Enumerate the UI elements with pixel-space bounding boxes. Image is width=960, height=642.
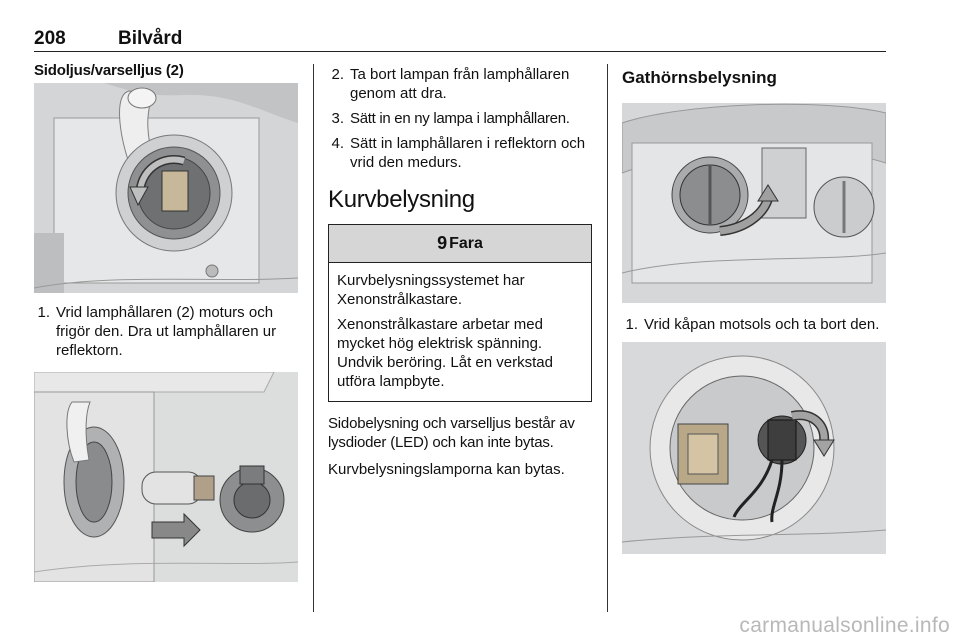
- warning-title: Fara: [449, 234, 483, 252]
- paragraph-led-info: Sidobelysning och varselljus består av lysdioder (LED) och kan inte bytas.: [328, 415, 575, 451]
- page-number: 208: [34, 28, 66, 49]
- warning-body: [329, 263, 591, 401]
- figure-cover-rotate: [622, 103, 886, 303]
- warning-header: [329, 225, 591, 263]
- heading-kurvbelysning: Kurvbelysning: [328, 186, 475, 213]
- chapter-title: Bilvård: [118, 28, 183, 49]
- warning-paragraph: Kurvbelysningssystemet har Xenonstrålkastare.: [337, 272, 525, 308]
- watermark: carmanualsonline.info: [739, 614, 950, 637]
- step-3-insert-bulb: 3. Sätt in en ny lampa i lamphållaren.: [331, 110, 570, 127]
- step-4-refit-holder: 4. Sätt in lamphållaren i reflektorn och vrid den medurs.: [331, 135, 586, 171]
- column-divider-1: [313, 64, 314, 612]
- right-column: [622, 62, 886, 554]
- subheading-sidelights: Sidoljus/varselljus (2): [34, 62, 184, 79]
- figure-bulb-holder-rotate: [34, 83, 298, 293]
- step-2-remove-bulb: 2. Ta bort lampan från lamphållaren genom att dra.: [331, 66, 570, 102]
- column-divider-2: [607, 64, 608, 612]
- subheading-cornering-lights: Gathörnsbelysning: [622, 68, 777, 87]
- step-1-rotate-holder: 1. Vrid lamphållaren (2) moturs och frigör den. Dra ut lamphållaren ur reflektorn.: [37, 304, 277, 359]
- middle-column: [328, 62, 592, 479]
- left-column: [34, 62, 298, 582]
- warning-triangle-icon: 9: [437, 233, 448, 253]
- step-1-rotate-cover: 1. Vrid kåpan motsols och ta bort den.: [625, 316, 880, 333]
- warning-paragraph: Xenonstrålkastare arbetar med mycket hög elektrisk spänning. Undvik beröring. Låt en verkstad utföra lampbyte.: [337, 316, 553, 390]
- page-header: [34, 24, 886, 52]
- paragraph-bulbs-replaceable: Kurvbelysningslamporna kan bytas.: [328, 461, 565, 478]
- danger-warning-box: [328, 224, 592, 402]
- figure-cornering-bulb-holder: [622, 342, 886, 554]
- figure-bulb-removal: [34, 372, 298, 582]
